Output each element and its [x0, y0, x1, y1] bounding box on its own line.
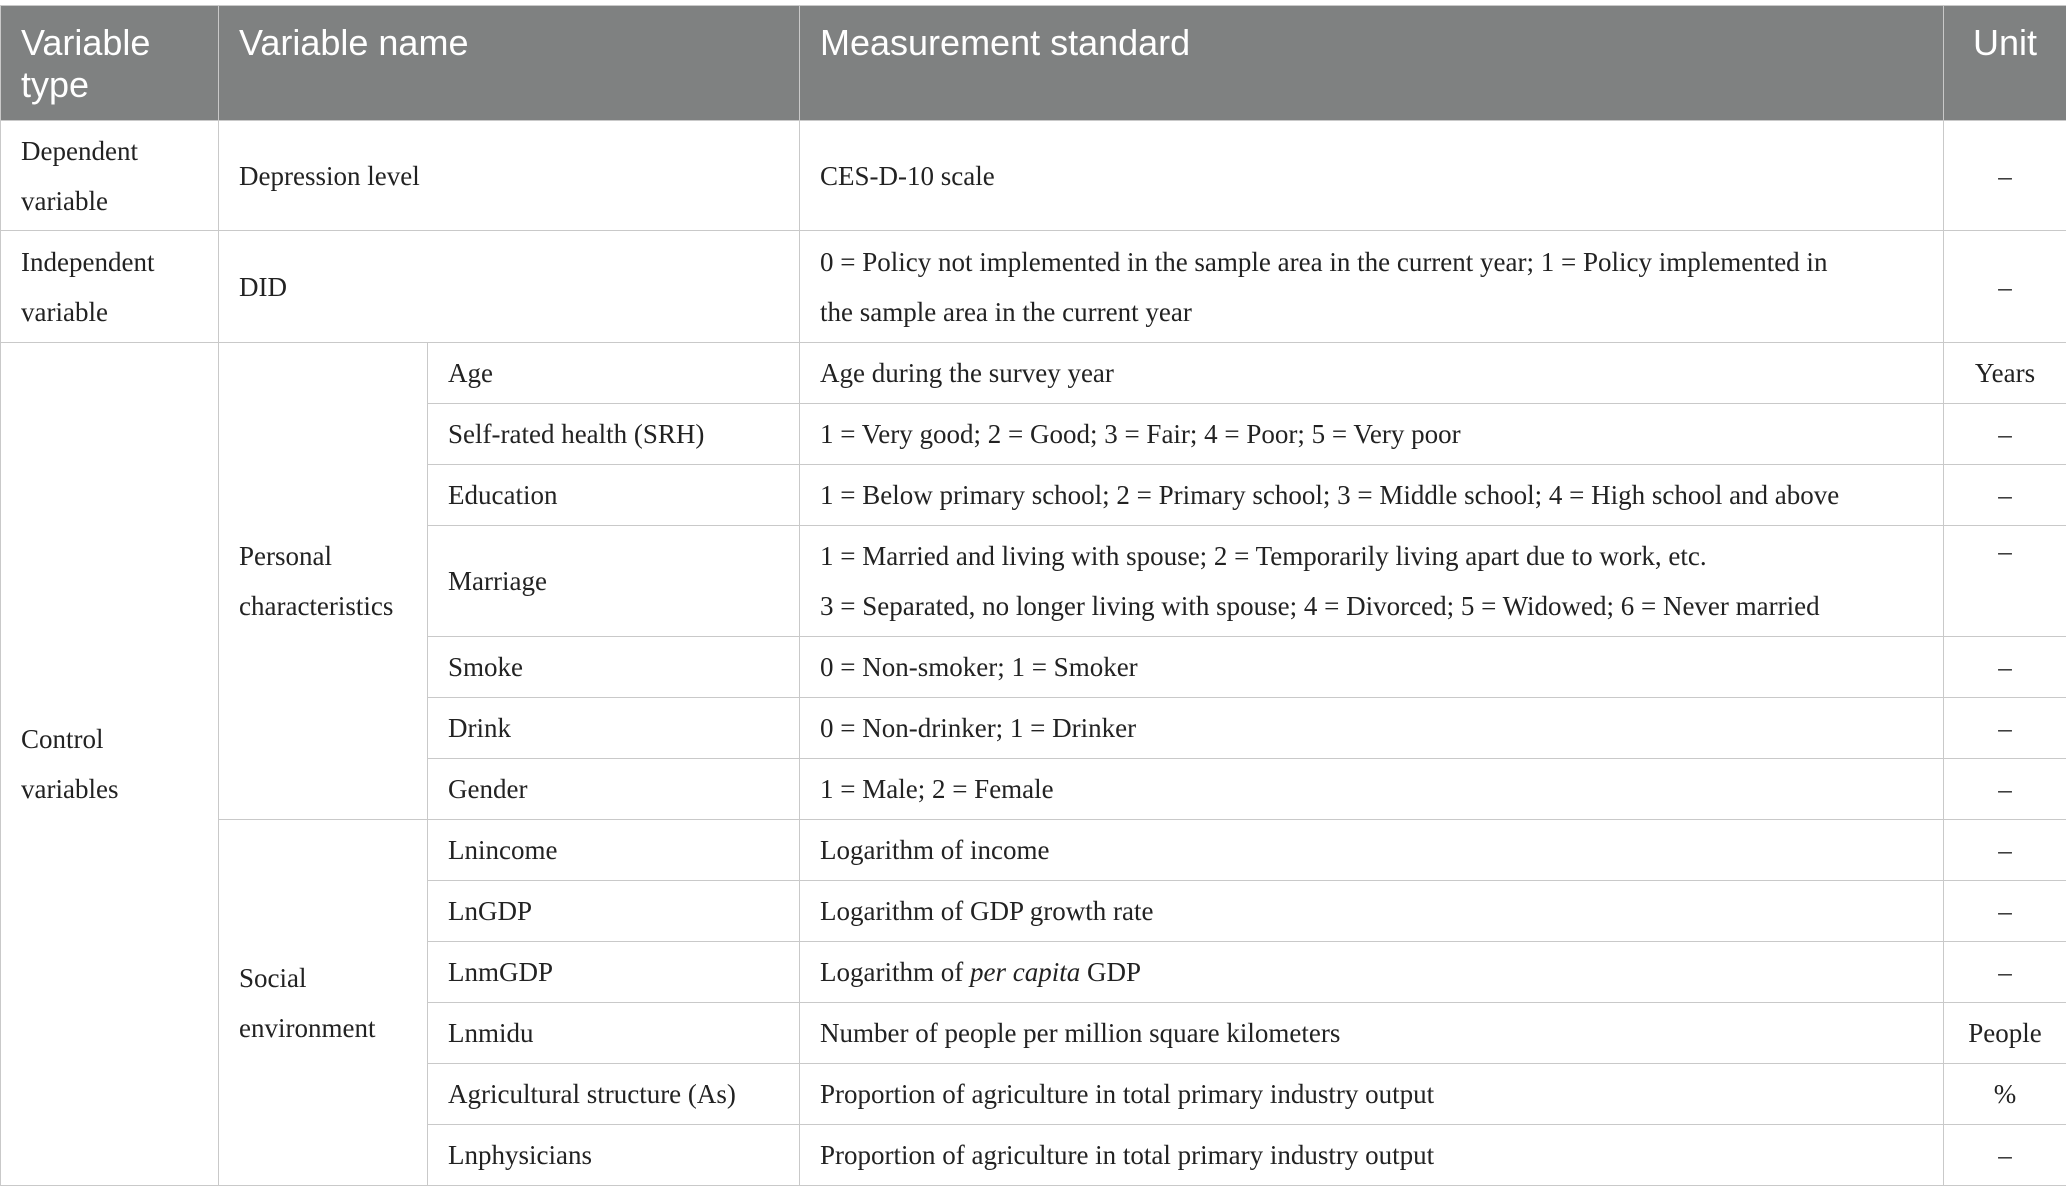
group-line: environment	[239, 1012, 376, 1043]
unit-cell: –	[1944, 404, 2066, 465]
variable-name-cell: LnmGDP	[428, 942, 800, 1003]
variable-name-cell: LnGDP	[428, 881, 800, 942]
unit-cell: –	[1944, 231, 2066, 343]
unit-cell: –	[1944, 759, 2066, 820]
measurement-cell: CES-D-10 scale	[800, 121, 1944, 231]
header-variable-type: Variable type	[1, 6, 219, 121]
variable-type-cell	[1, 121, 219, 231]
group-line: Personal	[239, 541, 332, 571]
unit-cell: People	[1944, 1003, 2066, 1064]
variable-name-cell: Drink	[428, 698, 800, 759]
unit-cell: %	[1944, 1064, 2066, 1125]
unit-cell: –	[1944, 526, 2066, 637]
header-row	[1, 6, 2066, 121]
variable-name-cell: Age	[428, 343, 800, 404]
variable-name-cell: Self-rated health (SRH)	[428, 404, 800, 465]
unit-cell: –	[1944, 820, 2066, 881]
variable-name-cell: Lnphysicians	[428, 1125, 800, 1186]
variable-type-line: variables	[21, 774, 119, 804]
group-line: Social	[239, 962, 307, 993]
variable-name-cell: Depression level	[219, 121, 800, 231]
measurement-line: 1 = Married and living with spouse; 2 = Temporarily living apart due to work, etc.	[820, 541, 1707, 571]
unit-cell: –	[1944, 465, 2066, 526]
variable-type-line: Control	[21, 724, 104, 754]
measurement-cell: Proportion of agriculture in total primary industry output	[800, 1064, 1944, 1125]
variable-name-cell: Gender	[428, 759, 800, 820]
group-cell-social	[219, 820, 428, 1186]
unit-cell: –	[1944, 1125, 2066, 1186]
variable-type-line: variable	[21, 185, 108, 216]
unit-cell: Years	[1944, 343, 2066, 404]
measurement-cell: Proportion of agriculture in total primary industry output	[800, 1125, 1944, 1186]
measurement-cell: Logarithm of GDP growth rate	[800, 881, 1944, 942]
measurement-italic-text: per capita	[969, 957, 1081, 987]
unit-cell: –	[1944, 698, 2066, 759]
measurement-cell: Logarithm of income	[800, 820, 1944, 881]
measurement-cell: 0 = Non-drinker; 1 = Drinker	[800, 698, 1944, 759]
measurement-line: 3 = Separated, no longer living with spouse; 4 = Divorced; 5 = Widowed; 6 = Never married	[820, 591, 1820, 621]
table-row	[1, 343, 2066, 404]
variable-name-cell: Marriage	[428, 526, 800, 637]
unit-cell: –	[1944, 637, 2066, 698]
header-measurement-standard: Measurement standard	[800, 6, 1944, 121]
variable-name-cell: Lnincome	[428, 820, 800, 881]
measurement-line: 0 = Policy not implemented in the sample area in the current year; 1 = Policy implemented in	[820, 246, 1828, 277]
header-variable-name: Variable name	[219, 6, 800, 121]
measurement-cell: Age during the survey year	[800, 343, 1944, 404]
variable-type-line: Dependent	[21, 135, 138, 166]
measurement-text: GDP	[1080, 957, 1141, 987]
variables-table	[0, 5, 2066, 1186]
measurement-text: Logarithm of	[820, 957, 970, 987]
measurement-line: the sample area in the current year	[820, 296, 1192, 327]
variable-name-cell: Agricultural structure (As)	[428, 1064, 800, 1125]
variable-name-cell: DID	[219, 231, 800, 343]
variable-type-cell	[1, 231, 219, 343]
table-row	[1, 231, 2066, 343]
header-unit: Unit	[1944, 6, 2066, 121]
measurement-cell: 1 = Below primary school; 2 = Primary school; 3 = Middle school; 4 = High school and above	[800, 465, 1944, 526]
table-row	[1, 820, 2066, 881]
variable-name-cell: Lnmidu	[428, 1003, 800, 1064]
measurement-cell: Number of people per million square kilometers	[800, 1003, 1944, 1064]
measurement-cell	[800, 942, 1944, 1003]
measurement-cell	[800, 231, 1944, 343]
measurement-cell	[800, 526, 1944, 637]
measurement-cell: 0 = Non-smoker; 1 = Smoker	[800, 637, 1944, 698]
variable-type-cell	[1, 343, 219, 1186]
variable-name-cell: Education	[428, 465, 800, 526]
group-line: characteristics	[239, 591, 394, 621]
variable-type-line: Independent	[21, 246, 155, 277]
measurement-cell: 1 = Male; 2 = Female	[800, 759, 1944, 820]
table-row	[1, 121, 2066, 231]
variable-type-line: variable	[21, 296, 108, 327]
unit-cell: –	[1944, 121, 2066, 231]
group-cell-personal	[219, 343, 428, 820]
measurement-cell: 1 = Very good; 2 = Good; 3 = Fair; 4 = Poor; 5 = Very poor	[800, 404, 1944, 465]
unit-cell: –	[1944, 942, 2066, 1003]
unit-cell: –	[1944, 881, 2066, 942]
variable-name-cell: Smoke	[428, 637, 800, 698]
